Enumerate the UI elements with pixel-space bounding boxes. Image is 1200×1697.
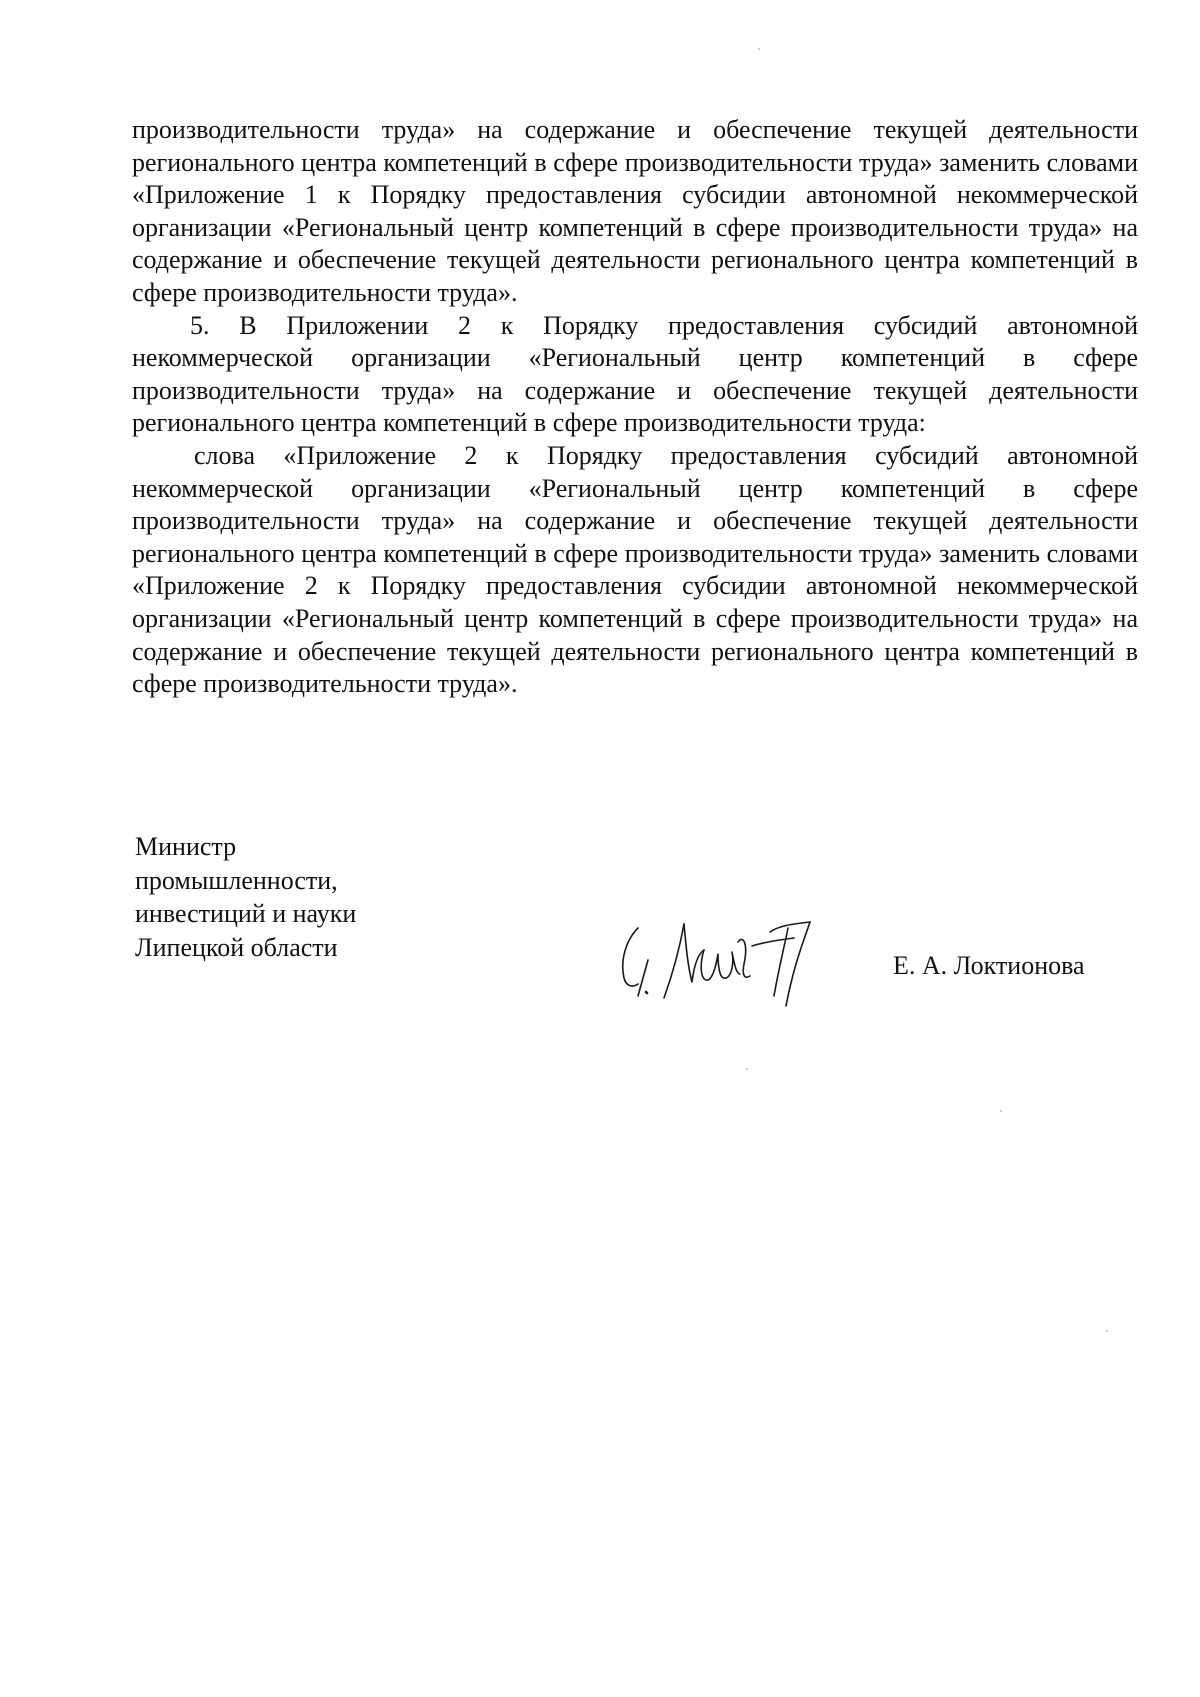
position-line: инвестиций и науки [135, 899, 357, 928]
signatory-position [135, 830, 356, 964]
position-line: Министр [135, 832, 237, 861]
scan-speck [1106, 1330, 1108, 1332]
paragraph-continuation: производительности труда» на содержание и обеспечение текущей деятельности регионального центра компетенций в сфере производительности труда» заменить словами «Приложение 1 к Порядку предоставления субсидии автономной некоммерческой организации «Региональный центр компетенций в сфере производительности труда» на содержание и обеспечение текущей деятельности регионального центра компетенций в сфере производительности труда». [132, 115, 1138, 307]
scan-speck [746, 1068, 748, 1070]
scan-speck [1000, 1110, 1002, 1112]
position-line: промышленности, [135, 865, 338, 895]
signer-name: Е. А. Локтионова [893, 951, 1085, 980]
position-line: Липецкой области [135, 932, 338, 962]
paragraph-item-5: 5. В Приложении 2 к Порядку предоставления субсидий автономной некоммерческой организации «Региональный центр компетенций в сфере производительности труда» на содержание и обеспечение текущей деятельности регионального центра компетенций в сфере производительности труда: [132, 310, 1138, 438]
document-body [132, 114, 1138, 701]
paragraph-item-5-replacement: слова «Приложение 2 к Порядку предоставления субсидий автономной некоммерческой организации «Региональный центр компетенций в сфере производительности труда» на содержание и обеспечение текущей деятельности регионального центра компетенций в сфере производительности труда» заменить словами «Приложение 2 к Порядку предоставления субсидии автономной некоммерческой организации «Региональный центр компетенций в сфере производительности труда» на содержание и обеспечение текущей деятельности регионального центра компетенций в сфере производительности труда». [132, 440, 1138, 699]
handwritten-signature [618, 888, 833, 1016]
scan-speck [758, 48, 760, 50]
